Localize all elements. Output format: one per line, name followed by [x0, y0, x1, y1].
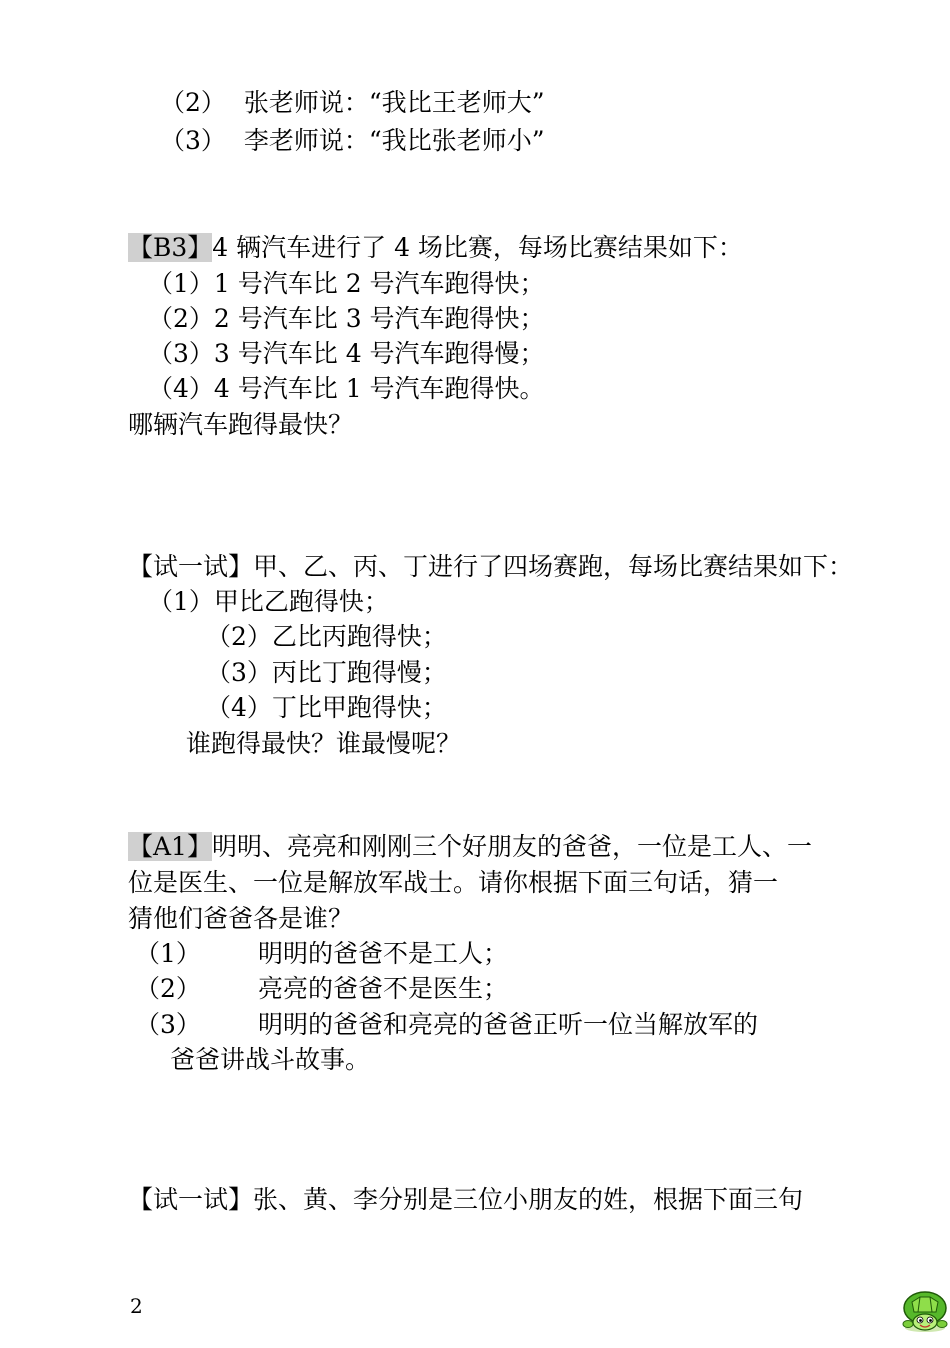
try1-condition-3: （3）丙比丁跑得慢； [206, 658, 447, 687]
clue-number: （2） [160, 88, 226, 117]
problem-text: 明明、亮亮和刚刚三个好朋友的爸爸，一位是工人、一 [211, 832, 812, 861]
try1-question: 谁跑得最快？谁最慢呢？ [186, 729, 462, 758]
b3-condition-4: （4）4 号汽车比 1 号汽车跑得快。 [148, 374, 545, 403]
problem-a1-title [128, 830, 812, 864]
clue-number: （3） [135, 1010, 201, 1039]
clue-number: （3） [160, 126, 226, 155]
problem-title-text: 甲、乙、丙、丁进行了四场赛跑，每场比赛结果如下： [253, 552, 854, 581]
problem-tag: 【试一试】 [128, 552, 254, 581]
problem-tag: 【试一试】 [128, 1185, 254, 1214]
a1-clue-2 [135, 972, 201, 1006]
try1-condition-4: （4）丁比甲跑得快； [206, 693, 447, 722]
clue-3-line [160, 124, 544, 158]
problem-tag: 【A1】 [128, 832, 212, 861]
a1-clue-1-text: 明明的爸爸不是工人； [258, 939, 509, 968]
clue-2-line [160, 86, 544, 120]
clue-number: （1） [135, 939, 201, 968]
a1-text-line-2: 位是医生、一位是解放军战士。请你根据下面三句话，猜一 [128, 868, 779, 897]
problem-tag: 【B3】 [128, 233, 213, 262]
try2-title [128, 1183, 803, 1217]
a1-text-line-3: 猜他们爸爸各是谁？ [128, 904, 354, 933]
page-number: 2 [130, 1294, 143, 1318]
b3-condition-2: （2）2 号汽车比 3 号汽车跑得快； [148, 304, 545, 333]
clue-text: 张老师说：“我比王老师大” [243, 88, 545, 117]
a1-clue-3-text: 明明的爸爸和亮亮的爸爸正听一位当解放军的 [258, 1010, 759, 1039]
problem-b3-title [128, 231, 743, 265]
b3-question: 哪辆汽车跑得最快？ [128, 410, 354, 439]
clue-number: （2） [135, 974, 201, 1003]
a1-clue-1 [135, 937, 201, 971]
problem-title-text: 4 辆汽车进行了 4 场比赛，每场比赛结果如下： [212, 233, 743, 262]
try1-title [128, 550, 853, 584]
try1-condition-1: （1）甲比乙跑得快； [148, 587, 389, 616]
a1-clue-3 [135, 1008, 201, 1042]
try1-condition-2: （2）乙比丙跑得快； [206, 622, 447, 651]
b3-condition-1: （1）1 号汽车比 2 号汽车跑得快； [148, 269, 545, 298]
a1-clue-3-continued: 爸爸讲战斗故事。 [170, 1045, 371, 1074]
problem-text: 张、黄、李分别是三位小朋友的姓，根据下面三句 [253, 1185, 804, 1214]
b3-condition-3: （3）3 号汽车比 4 号汽车跑得慢； [148, 339, 545, 368]
a1-clue-2-text: 亮亮的爸爸不是医生； [258, 974, 509, 1003]
clue-text: 李老师说：“我比张老师小” [243, 126, 545, 155]
turtle-icon [900, 1288, 950, 1334]
